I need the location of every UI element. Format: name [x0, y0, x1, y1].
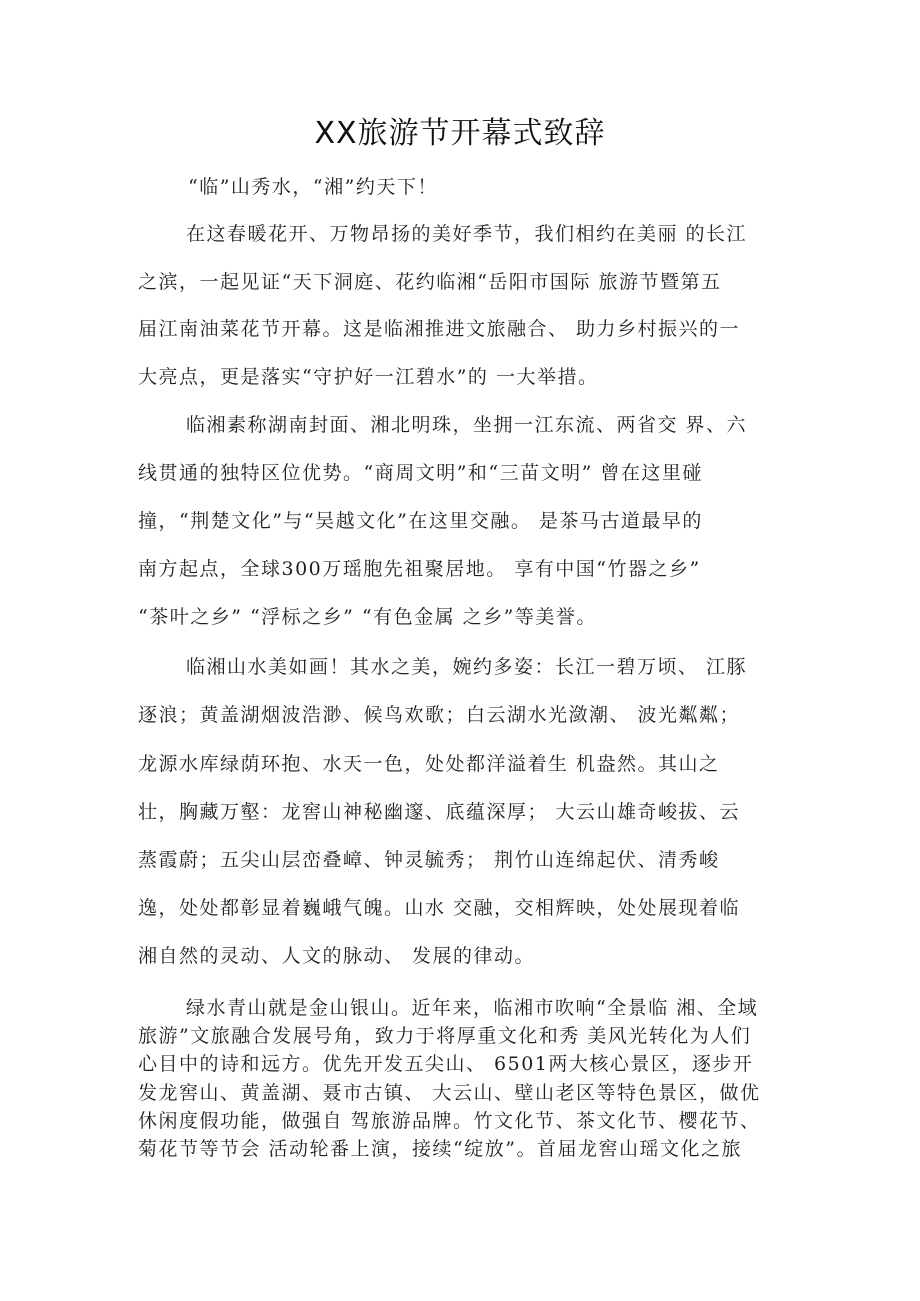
paragraph-line: 菊花节等节会 活动轮番上演，接续“绽放”。首届龙窖山瑶文化之旅	[138, 1138, 742, 1160]
paragraph-line: 湘自然的灵动、人文的脉动、 发展的律动。	[138, 945, 536, 967]
document-title: XX旅游节开幕式致辞	[314, 116, 606, 151]
paragraph-line: 之滨，一起见证“天下洞庭、花约临湘“岳阳市国际 旅游节暨第五	[138, 271, 722, 293]
paragraph-line: 临湘山水美如画！其水之美，婉约多姿：长江一碧万顷、 江豚	[186, 656, 748, 678]
paragraph-line: “茶叶之乡” “浮标之乡” “有色金属 之乡”等美誉。	[138, 606, 597, 628]
paragraph-line: 龙源水库绿荫环抱、水天一色，处处都洋溢着生 机盎然。其山之	[138, 753, 720, 775]
paragraph-line: 南方起点，全球300万瑶胞先祖聚居地。 享有中国“竹器之乡”	[138, 558, 701, 580]
paragraph-line: 临湘素称湖南封面、湘北明珠，坐拥一江东流、两省交 界、六	[186, 414, 748, 436]
paragraph-line: 绿水青山就是金山银山。近年来，临湘市吹响“全景临 湘、全域	[186, 997, 759, 1019]
paragraph-line: 线贯通的独特区位优势。“商周文明”和“三苗文明” 曾在这里碰	[138, 462, 703, 484]
paragraph-line: 届江南油菜花节开幕。这是临湘推进文旅融合、 助力乡村振兴的一	[138, 318, 741, 340]
paragraph-line: 大亮点，更是落实“守护好一江碧水”的 一大举措。	[138, 366, 599, 388]
paragraph-line: 发龙窖山、黄盖湖、聂市古镇、 大云山、壁山老区等特色景区，做优	[138, 1082, 761, 1104]
paragraph-line: 休闲度假功能，做强自 驾旅游品牌。竹文化节、茶文化节、樱花节、	[138, 1110, 761, 1132]
paragraph-line: 旅游”文旅融合发展号角，致力于将厚重文化和秀 美风光转化为人们	[138, 1025, 752, 1047]
paragraph-line: 心目中的诗和远方。优先开发五尖山、 6501两大核心景区，逐步开	[138, 1053, 754, 1075]
paragraph-line: 逸，处处都彰显着巍峨气魄。山水 交融，交相辉映，处处展现着临	[138, 897, 741, 919]
paragraph-line: 逐浪；黄盖湖烟波浩渺、候鸟欢歌；白云湖水光潋潮、 波光粼粼；	[138, 704, 741, 726]
paragraph-line: 壮，胸藏万壑：龙窖山神秘幽邃、底蕴深厚； 大云山雄奇峻拔、云	[138, 801, 741, 823]
paragraph-line: 蒸霞蔚；五尖山层峦叠嶂、钟灵毓秀； 荆竹山连绵起伏、清秀峻	[138, 849, 720, 871]
paragraph-line: 撞，“荆楚文化”与“吴越文化”在这里交融。 是茶马古道最早的	[138, 510, 703, 532]
slogan-line: “临”山秀水，“湘”约天下！	[188, 176, 438, 198]
paragraph-line: 在这春暖花开、万物昂扬的美好季节，我们相约在美丽 的长江	[186, 223, 748, 245]
